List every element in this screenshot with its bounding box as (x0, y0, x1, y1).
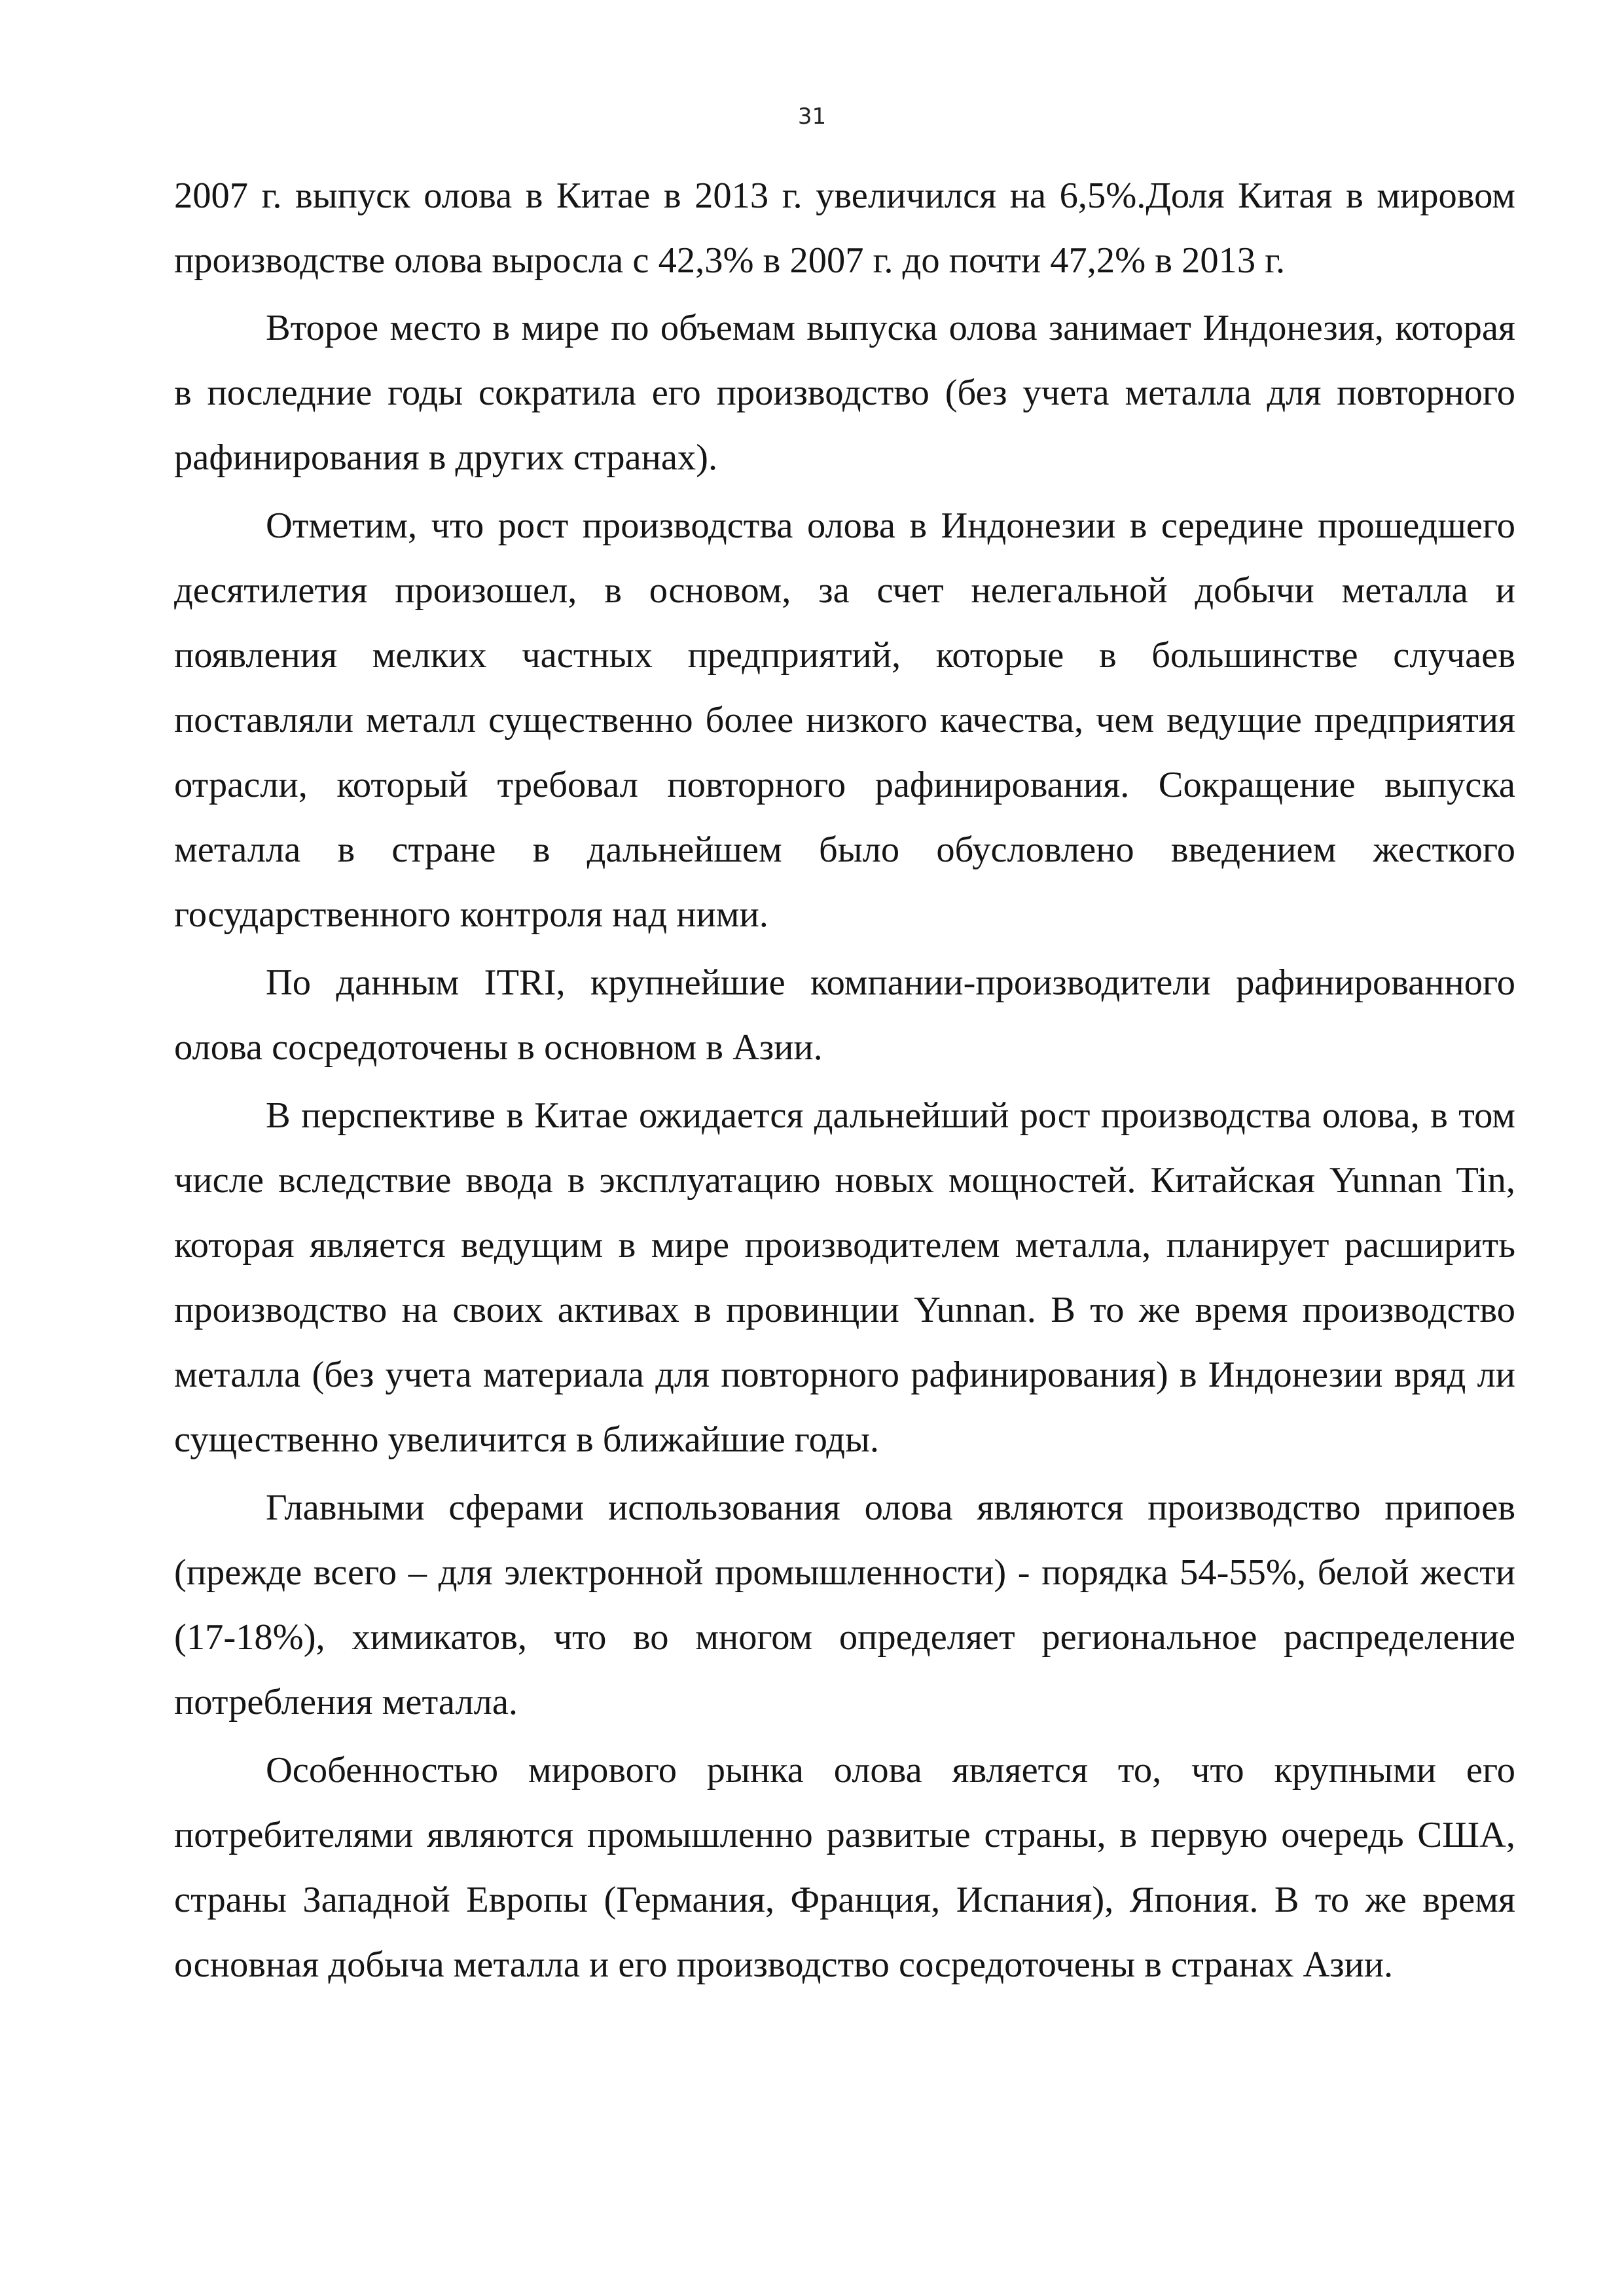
paragraph: Второе место в мире по объемам выпуска олова занимает Индонезия, которая в последние годы сократила его производство (без учета металла для повторного рафинирования в других странах). (174, 308, 1515, 478)
paragraph-continuation: 2007 г. выпуск олова в Китае в 2013 г. увеличился на 6,5%.Доля Китая в мировом производстве олова выросла с 42,3% в 2007 г. до почти 47,2% в 2013 г. (174, 175, 1515, 281)
paragraph: Главными сферами использования олова являются производство припоев (прежде всего – для электронной промышленности) - порядка 54-55%, белой жести (17-18%), химикатов, что во многом определяет региональное распределение потребления металла. (174, 1487, 1515, 1722)
page-number: 31 (797, 103, 827, 130)
paragraph: В перспективе в Китае ожидается дальнейший рост производства олова, в том числе вследствие ввода в эксплуатацию новых мощностей. Китайская Yunnan Tin, которая является ведущим в мире производителем металла, планирует расширить производство на своих активах в провинции Yunnan. В то же время производство металла (без учета материала для повторного рафинирования) в Индонезии вряд ли существенно увеличится в ближайшие годы. (174, 1095, 1515, 1460)
paragraph: Отметим, что рост производства олова в Индонезии в середине прошедшего десятилетия произошел, в основом, за счет нелегальной добычи металла и появления мелких частных предприятий, которые в большинстве случаев поставляли металл существенно более низкого качества, чем ведущие предприятия отрасли, который требовал повторного рафинирования. Сокращение выпуска металла в стране в дальнейшем было обусловлено введением жесткого государственного контроля над ними. (174, 505, 1515, 935)
body-text (174, 164, 1515, 1997)
paragraph: Особенностью мирового рынка олова является то, что крупными его потребителями являются промышленно развитые страны, в первую очередь США, страны Западной Европы (Германия, Франция, Испания), Япония. В то же время основная добыча металла и его производство сосредоточены в странах Азии. (174, 1750, 1515, 1985)
paragraph: По данным ITRI, крупнейшие компании-производители рафинированного олова сосредоточены в основном в Азии. (174, 962, 1515, 1068)
